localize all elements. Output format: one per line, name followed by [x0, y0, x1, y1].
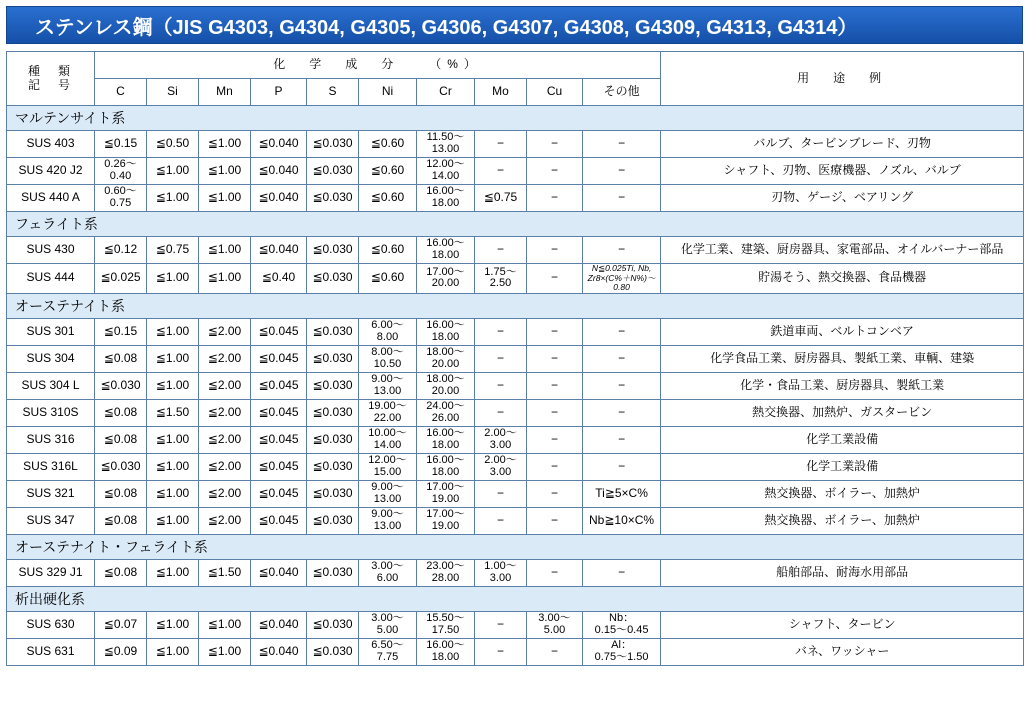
- value-cell: ≦0.15: [95, 318, 147, 345]
- value-cell: 12.00〜 15.00: [359, 453, 417, 480]
- value-cell: 8.00〜 10.50: [359, 345, 417, 372]
- use-cell: 熱交換器、ボイラー、加熱炉: [661, 480, 1024, 507]
- value-cell: −: [527, 480, 583, 507]
- value-cell: 3.00〜 5.00: [359, 611, 417, 638]
- value-cell: ≦1.00: [199, 638, 251, 665]
- value-cell: ≦1.00: [147, 638, 199, 665]
- value-cell: −: [475, 480, 527, 507]
- value-cell: ≦2.00: [199, 399, 251, 426]
- value-cell: ≦0.75: [475, 185, 527, 212]
- value-cell: −: [583, 345, 661, 372]
- value-cell: ≦1.00: [199, 131, 251, 158]
- value-cell: −: [475, 372, 527, 399]
- use-cell: 船舶部品、耐海水用部品: [661, 559, 1024, 586]
- value-cell: ≦1.00: [199, 611, 251, 638]
- value-cell: 16.00〜 18.00: [417, 453, 475, 480]
- value-cell: ≦1.00: [199, 158, 251, 185]
- value-cell: −: [583, 131, 661, 158]
- value-cell: 3.00〜 5.00: [527, 611, 583, 638]
- header-element-c: C: [95, 79, 147, 106]
- grade-cell: SUS 316L: [7, 453, 95, 480]
- table-row: [7, 345, 1024, 372]
- value-cell: ≦2.00: [199, 480, 251, 507]
- value-cell: −: [475, 237, 527, 264]
- value-cell: ≦0.040: [251, 158, 307, 185]
- header-element-cu: Cu: [527, 79, 583, 106]
- value-cell: ≦0.60: [359, 131, 417, 158]
- value-cell: ≦1.00: [199, 185, 251, 212]
- table-row: [7, 638, 1024, 665]
- value-cell: −: [583, 318, 661, 345]
- use-cell: 化学工業設備: [661, 426, 1024, 453]
- value-cell: 23.00〜 28.00: [417, 559, 475, 586]
- value-cell: ≦0.09: [95, 638, 147, 665]
- value-cell: −: [475, 345, 527, 372]
- value-cell: ≦0.045: [251, 480, 307, 507]
- header-element-si: Si: [147, 79, 199, 106]
- value-cell: ≦0.030: [307, 372, 359, 399]
- value-cell: 9.00〜 13.00: [359, 372, 417, 399]
- header-element-s: S: [307, 79, 359, 106]
- grade-cell: SUS 630: [7, 611, 95, 638]
- value-cell: ≦0.030: [95, 372, 147, 399]
- value-cell: 9.00〜 13.00: [359, 480, 417, 507]
- page-title: ステンレス鋼（JIS G4303, G4304, G4305, G4306, G4307, G4308, G4309, G4313, G4314）: [6, 6, 1023, 44]
- value-cell: ≦1.00: [147, 426, 199, 453]
- section-label: マルテンサイト系: [7, 106, 1024, 131]
- grade-cell: SUS 440 A: [7, 185, 95, 212]
- grade-cell: SUS 329 J1: [7, 559, 95, 586]
- value-cell: ≦0.40: [251, 264, 307, 294]
- section-label: 析出硬化系: [7, 586, 1024, 611]
- value-cell: 1.00〜 3.00: [475, 559, 527, 586]
- use-cell: バネ、ワッシャー: [661, 638, 1024, 665]
- value-cell: ≦0.040: [251, 611, 307, 638]
- value-cell: ≦1.50: [199, 559, 251, 586]
- value-cell: ≦0.12: [95, 237, 147, 264]
- value-cell: −: [527, 131, 583, 158]
- table-row: [7, 507, 1024, 534]
- value-cell: −: [527, 345, 583, 372]
- value-cell: ≦1.00: [199, 264, 251, 294]
- value-cell: ≦0.08: [95, 507, 147, 534]
- header-element-cr: Cr: [417, 79, 475, 106]
- value-cell: 24.00〜 26.00: [417, 399, 475, 426]
- grade-cell: SUS 430: [7, 237, 95, 264]
- value-cell: ≦0.030: [307, 559, 359, 586]
- value-cell: ≦1.00: [147, 480, 199, 507]
- value-cell: −: [475, 611, 527, 638]
- section-label: オーステナイト系: [7, 293, 1024, 318]
- value-cell: −: [583, 185, 661, 212]
- value-cell: 18.00〜 20.00: [417, 372, 475, 399]
- value-cell: ≦0.045: [251, 426, 307, 453]
- value-cell: ≦0.040: [251, 559, 307, 586]
- section-row: [7, 534, 1024, 559]
- value-cell: ≦2.00: [199, 453, 251, 480]
- use-cell: シャフト、刃物、医療機器、ノズル、バルブ: [661, 158, 1024, 185]
- value-cell: −: [527, 399, 583, 426]
- grade-cell: SUS 631: [7, 638, 95, 665]
- value-cell: ≦1.00: [147, 318, 199, 345]
- value-cell: ≦0.025: [95, 264, 147, 294]
- value-cell: ≦0.030: [307, 611, 359, 638]
- value-cell: ≦0.040: [251, 131, 307, 158]
- grade-cell: SUS 444: [7, 264, 95, 294]
- value-cell: −: [475, 399, 527, 426]
- value-cell: ≦0.08: [95, 559, 147, 586]
- value-cell: ≦0.030: [307, 264, 359, 294]
- value-cell: ≦0.040: [251, 185, 307, 212]
- value-cell: −: [527, 158, 583, 185]
- value-cell: Al： 0.75〜1.50: [583, 638, 661, 665]
- value-cell: −: [583, 399, 661, 426]
- section-label: フェライト系: [7, 212, 1024, 237]
- header-kind-line1: 種 類: [27, 63, 73, 78]
- value-cell: ≦0.045: [251, 372, 307, 399]
- value-cell: ≦2.00: [199, 372, 251, 399]
- value-cell: ≦2.00: [199, 507, 251, 534]
- value-cell: ≦1.00: [147, 611, 199, 638]
- table-row: [7, 185, 1024, 212]
- value-cell: 19.00〜 22.00: [359, 399, 417, 426]
- use-cell: 刃物、ゲージ、ベアリング: [661, 185, 1024, 212]
- value-cell: ≦0.60: [359, 185, 417, 212]
- table-row: [7, 131, 1024, 158]
- table-row: [7, 559, 1024, 586]
- grade-cell: SUS 321: [7, 480, 95, 507]
- grade-cell: SUS 420 J2: [7, 158, 95, 185]
- value-cell: ≦0.030: [307, 237, 359, 264]
- grade-cell: SUS 301: [7, 318, 95, 345]
- value-cell: 16.00〜 18.00: [417, 237, 475, 264]
- value-cell: ≦0.08: [95, 345, 147, 372]
- value-cell: ≦0.030: [307, 480, 359, 507]
- use-cell: シャフト、タービン: [661, 611, 1024, 638]
- value-cell: ≦1.00: [147, 372, 199, 399]
- value-cell: 2.00〜 3.00: [475, 426, 527, 453]
- value-cell: ≦0.030: [307, 399, 359, 426]
- table-row: [7, 237, 1024, 264]
- grade-cell: SUS 304 L: [7, 372, 95, 399]
- value-cell: 1.75〜 2.50: [475, 264, 527, 294]
- value-cell: ≦1.00: [147, 453, 199, 480]
- value-cell: 17.00〜 19.00: [417, 507, 475, 534]
- value-cell: −: [583, 453, 661, 480]
- value-cell: N≦0.025Ti, Nb, Zr8×(C%＋N%)〜0.80: [583, 264, 661, 294]
- use-cell: 化学食品工業、厨房器具、製紙工業、車輌、建築: [661, 345, 1024, 372]
- value-cell: ≦1.00: [147, 158, 199, 185]
- value-cell: −: [527, 426, 583, 453]
- value-cell: ≦0.60: [359, 158, 417, 185]
- value-cell: −: [583, 158, 661, 185]
- section-row: [7, 293, 1024, 318]
- value-cell: −: [583, 237, 661, 264]
- header-element-ni: Ni: [359, 79, 417, 106]
- table-body: [7, 106, 1024, 666]
- use-cell: 熱交換器、ボイラー、加熱炉: [661, 507, 1024, 534]
- value-cell: −: [527, 185, 583, 212]
- value-cell: ≦0.040: [251, 237, 307, 264]
- value-cell: ≦0.15: [95, 131, 147, 158]
- table-row: [7, 426, 1024, 453]
- header-use-example: 用 途 例: [661, 52, 1024, 106]
- value-cell: ≦1.50: [147, 399, 199, 426]
- value-cell: 6.00〜 8.00: [359, 318, 417, 345]
- value-cell: ≦1.00: [147, 507, 199, 534]
- section-row: [7, 106, 1024, 131]
- table-row: [7, 264, 1024, 294]
- value-cell: ≦0.045: [251, 453, 307, 480]
- table-row: [7, 480, 1024, 507]
- value-cell: 17.00〜 19.00: [417, 480, 475, 507]
- value-cell: −: [527, 318, 583, 345]
- use-cell: 熱交換器、加熱炉、ガスタービン: [661, 399, 1024, 426]
- use-cell: 化学工業、建築、厨房器具、家電部品、オイルバーナー部品: [661, 237, 1024, 264]
- value-cell: ≦0.045: [251, 345, 307, 372]
- value-cell: ≦0.08: [95, 426, 147, 453]
- grade-cell: SUS 316: [7, 426, 95, 453]
- value-cell: ≦0.045: [251, 507, 307, 534]
- value-cell: ≦0.030: [95, 453, 147, 480]
- use-cell: 鉄道車両、ベルトコンベア: [661, 318, 1024, 345]
- stainless-steel-table: [6, 51, 1024, 666]
- value-cell: 16.00〜 18.00: [417, 638, 475, 665]
- value-cell: ≦0.030: [307, 507, 359, 534]
- value-cell: −: [527, 237, 583, 264]
- value-cell: ≦0.045: [251, 399, 307, 426]
- section-label: オーステナイト・フェライト系: [7, 534, 1024, 559]
- value-cell: ≦0.50: [147, 131, 199, 158]
- section-row: [7, 212, 1024, 237]
- value-cell: ≦2.00: [199, 318, 251, 345]
- value-cell: 2.00〜 3.00: [475, 453, 527, 480]
- value-cell: Nb≧10×C%: [583, 507, 661, 534]
- value-cell: 0.26〜 0.40: [95, 158, 147, 185]
- value-cell: 16.00〜 18.00: [417, 426, 475, 453]
- value-cell: ≦1.00: [147, 559, 199, 586]
- table-row: [7, 372, 1024, 399]
- grade-cell: SUS 304: [7, 345, 95, 372]
- use-cell: 化学・食品工業、厨房器具、製紙工業: [661, 372, 1024, 399]
- use-cell: 貯湯そう、熱交換器、食品機器: [661, 264, 1024, 294]
- header-element-p: P: [251, 79, 307, 106]
- header-kind: [7, 52, 95, 106]
- value-cell: ≦0.030: [307, 426, 359, 453]
- value-cell: 15.50〜 17.50: [417, 611, 475, 638]
- value-cell: ≦2.00: [199, 345, 251, 372]
- value-cell: 6.50〜 7.75: [359, 638, 417, 665]
- value-cell: 16.00〜 18.00: [417, 185, 475, 212]
- value-cell: ≦0.045: [251, 318, 307, 345]
- value-cell: 16.00〜 18.00: [417, 318, 475, 345]
- header-element-other: その他: [583, 79, 661, 106]
- use-cell: 化学工業設備: [661, 453, 1024, 480]
- value-cell: 3.00〜 6.00: [359, 559, 417, 586]
- table-row: [7, 453, 1024, 480]
- value-cell: ≦0.030: [307, 158, 359, 185]
- value-cell: 9.00〜 13.00: [359, 507, 417, 534]
- value-cell: −: [527, 559, 583, 586]
- value-cell: −: [527, 638, 583, 665]
- value-cell: ≦0.030: [307, 345, 359, 372]
- value-cell: −: [475, 638, 527, 665]
- value-cell: ≦0.75: [147, 237, 199, 264]
- value-cell: −: [527, 264, 583, 294]
- value-cell: ≦0.08: [95, 480, 147, 507]
- value-cell: −: [527, 372, 583, 399]
- value-cell: −: [583, 426, 661, 453]
- value-cell: −: [475, 318, 527, 345]
- value-cell: ≦0.08: [95, 399, 147, 426]
- value-cell: Ti≧5×C%: [583, 480, 661, 507]
- value-cell: −: [527, 453, 583, 480]
- value-cell: −: [475, 131, 527, 158]
- value-cell: ≦1.00: [147, 264, 199, 294]
- value-cell: ≦0.030: [307, 185, 359, 212]
- value-cell: ≦0.040: [251, 638, 307, 665]
- value-cell: ≦0.030: [307, 131, 359, 158]
- value-cell: ≦0.030: [307, 453, 359, 480]
- value-cell: 10.00〜 14.00: [359, 426, 417, 453]
- value-cell: Nb： 0.15〜0.45: [583, 611, 661, 638]
- header-element-mn: Mn: [199, 79, 251, 106]
- table-row: [7, 399, 1024, 426]
- value-cell: 18.00〜 20.00: [417, 345, 475, 372]
- grade-cell: SUS 403: [7, 131, 95, 158]
- section-row: [7, 586, 1024, 611]
- value-cell: ≦1.00: [147, 345, 199, 372]
- grade-cell: SUS 347: [7, 507, 95, 534]
- value-cell: ≦0.07: [95, 611, 147, 638]
- value-cell: 12.00〜 14.00: [417, 158, 475, 185]
- value-cell: ≦0.60: [359, 237, 417, 264]
- header-chemical-composition: 化 学 成 分 （%）: [95, 52, 661, 79]
- value-cell: ≦2.00: [199, 426, 251, 453]
- value-cell: −: [583, 559, 661, 586]
- header-element-mo: Mo: [475, 79, 527, 106]
- value-cell: −: [583, 372, 661, 399]
- table-row: [7, 318, 1024, 345]
- use-cell: バルブ、タービンブレード、刃物: [661, 131, 1024, 158]
- value-cell: −: [527, 507, 583, 534]
- header-kind-line2: 記 号: [27, 77, 73, 92]
- value-cell: ≦0.030: [307, 318, 359, 345]
- value-cell: ≦1.00: [199, 237, 251, 264]
- table-header: [7, 52, 1024, 106]
- value-cell: ≦1.00: [147, 185, 199, 212]
- value-cell: 17.00〜 20.00: [417, 264, 475, 294]
- grade-cell: SUS 310S: [7, 399, 95, 426]
- table-row: [7, 158, 1024, 185]
- table-row: [7, 611, 1024, 638]
- value-cell: ≦0.030: [307, 638, 359, 665]
- value-cell: −: [475, 158, 527, 185]
- value-cell: ≦0.60: [359, 264, 417, 294]
- value-cell: 0.60〜 0.75: [95, 185, 147, 212]
- value-cell: −: [475, 507, 527, 534]
- value-cell: 11.50〜 13.00: [417, 131, 475, 158]
